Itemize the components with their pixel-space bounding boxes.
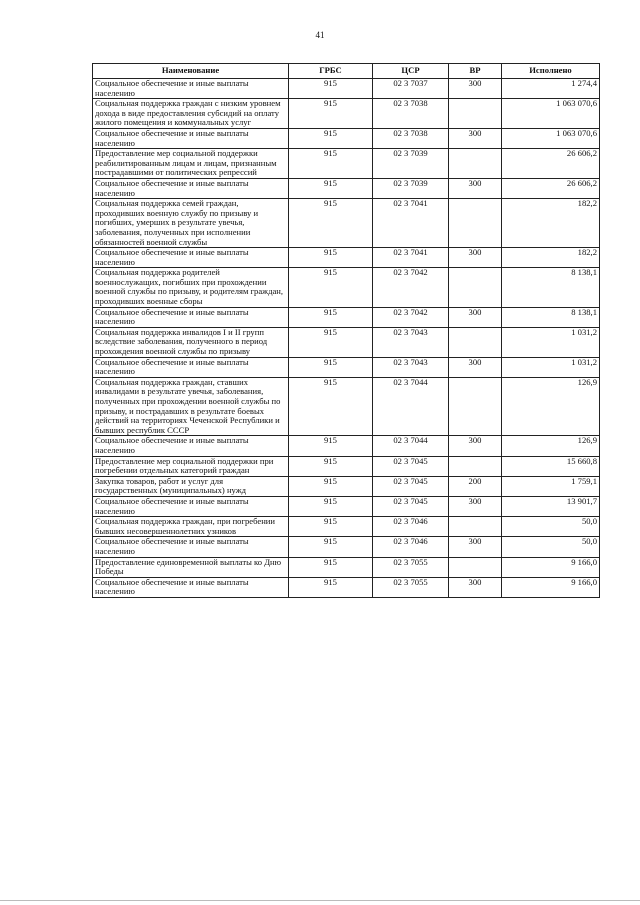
row-vr-cell: 300 <box>449 128 502 148</box>
row-executed-cell: 182,2 <box>502 199 600 248</box>
row-grbs-cell: 915 <box>289 357 373 377</box>
row-name-cell: Социальное обеспечение и иные выплаты населению <box>93 496 289 516</box>
table-row <box>93 149 600 179</box>
budget-execution-table <box>92 63 600 598</box>
row-vr-cell <box>449 557 502 577</box>
table-row <box>93 557 600 577</box>
row-executed-cell: 126,9 <box>502 377 600 436</box>
row-vr-cell: 300 <box>449 436 502 456</box>
row-name-cell: Социальное обеспечение и иные выплаты населению <box>93 357 289 377</box>
row-csr-cell: 02 3 7046 <box>373 517 449 537</box>
row-vr-cell: 300 <box>449 178 502 198</box>
row-csr-cell: 02 3 7038 <box>373 128 449 148</box>
row-grbs-cell: 915 <box>289 128 373 148</box>
table-row <box>93 327 600 357</box>
row-vr-cell <box>449 377 502 436</box>
row-name-cell: Социальная поддержка граждан с низким уровнем дохода в виде предоставления субсидий на оплату жилого помещения и коммунальных услуг <box>93 99 289 129</box>
row-grbs-cell: 915 <box>289 456 373 476</box>
row-vr-cell <box>449 99 502 129</box>
row-executed-cell: 26 606,2 <box>502 178 600 198</box>
row-name-cell: Социальное обеспечение и иные выплаты населению <box>93 537 289 557</box>
table-row <box>93 79 600 99</box>
row-executed-cell: 50,0 <box>502 517 600 537</box>
table-row <box>93 307 600 327</box>
table-row <box>93 377 600 436</box>
row-name-cell: Социальная поддержка граждан, ставших инвалидами в результате увечья, заболевания, полученных при прохождении военной службы по призыву, и пострадавших в результате боевых действий на территориях Чеченской Республики и бывших республик СССР <box>93 377 289 436</box>
row-csr-cell: 02 3 7041 <box>373 199 449 248</box>
row-grbs-cell: 915 <box>289 199 373 248</box>
table-row <box>93 357 600 377</box>
row-vr-cell <box>449 199 502 248</box>
row-csr-cell: 02 3 7046 <box>373 537 449 557</box>
table-row <box>93 517 600 537</box>
row-vr-cell: 300 <box>449 537 502 557</box>
row-grbs-cell: 915 <box>289 248 373 268</box>
row-name-cell: Социальное обеспечение и иные выплаты населению <box>93 248 289 268</box>
row-csr-cell: 02 3 7037 <box>373 79 449 99</box>
row-executed-cell: 1 063 070,6 <box>502 99 600 129</box>
table-row <box>93 496 600 516</box>
row-csr-cell: 02 3 7045 <box>373 496 449 516</box>
row-csr-cell: 02 3 7042 <box>373 268 449 307</box>
row-vr-cell: 300 <box>449 357 502 377</box>
row-executed-cell: 1 031,2 <box>502 327 600 357</box>
row-name-cell: Социальная поддержка граждан, при погребении бывших несовершеннолетних узников <box>93 517 289 537</box>
row-grbs-cell: 915 <box>289 99 373 129</box>
row-executed-cell: 1 274,4 <box>502 79 600 99</box>
row-vr-cell <box>449 268 502 307</box>
table-row <box>93 476 600 496</box>
row-vr-cell <box>449 456 502 476</box>
row-executed-cell: 1 759,1 <box>502 476 600 496</box>
row-grbs-cell: 915 <box>289 436 373 456</box>
row-executed-cell: 9 166,0 <box>502 577 600 597</box>
row-grbs-cell: 915 <box>289 476 373 496</box>
table-row <box>93 99 600 129</box>
table-row <box>93 268 600 307</box>
row-name-cell: Социальная поддержка инвалидов I и II групп вследствие заболевания, полученного в период прохождения военной службы по призыву <box>93 327 289 357</box>
row-csr-cell: 02 3 7039 <box>373 149 449 179</box>
row-executed-cell: 182,2 <box>502 248 600 268</box>
row-executed-cell: 9 166,0 <box>502 557 600 577</box>
row-grbs-cell: 915 <box>289 327 373 357</box>
row-executed-cell: 126,9 <box>502 436 600 456</box>
table-row <box>93 199 600 248</box>
row-csr-cell: 02 3 7045 <box>373 456 449 476</box>
table-row <box>93 456 600 476</box>
table-row <box>93 577 600 597</box>
row-executed-cell: 8 138,1 <box>502 268 600 307</box>
row-grbs-cell: 915 <box>289 178 373 198</box>
row-grbs-cell: 915 <box>289 307 373 327</box>
row-grbs-cell: 915 <box>289 537 373 557</box>
row-grbs-cell: 915 <box>289 517 373 537</box>
row-name-cell: Социальная поддержка семей граждан, проходивших военную службу по призыву и погибших, умерших в результате увечья, заболевания, полученных при исполнении обязанностей военной службы <box>93 199 289 248</box>
row-vr-cell: 300 <box>449 577 502 597</box>
row-executed-cell: 26 606,2 <box>502 149 600 179</box>
row-vr-cell: 300 <box>449 496 502 516</box>
row-vr-cell <box>449 517 502 537</box>
row-name-cell: Социальное обеспечение и иные выплаты населению <box>93 436 289 456</box>
row-csr-cell: 02 3 7042 <box>373 307 449 327</box>
row-grbs-cell: 915 <box>289 557 373 577</box>
row-name-cell: Предоставление мер социальной поддержки реабилитированным лицам и лицам, признанным пострадавшими от политических репрессий <box>93 149 289 179</box>
row-executed-cell: 50,0 <box>502 537 600 557</box>
row-name-cell: Социальное обеспечение и иные выплаты населению <box>93 178 289 198</box>
page-bottom-edge <box>0 900 640 901</box>
row-executed-cell: 1 031,2 <box>502 357 600 377</box>
row-name-cell: Социальная поддержка родителей военнослужащих, погибших при прохождении военной службы по призыву, и родителям граждан, проходивших военные сборы <box>93 268 289 307</box>
row-vr-cell: 300 <box>449 248 502 268</box>
row-name-cell: Предоставление мер социальной поддержки при погребении отдельных категорий граждан <box>93 456 289 476</box>
table-row <box>93 178 600 198</box>
row-grbs-cell: 915 <box>289 496 373 516</box>
row-executed-cell: 8 138,1 <box>502 307 600 327</box>
column-header-csr: ЦСР <box>373 64 449 79</box>
row-name-cell: Закупка товаров, работ и услуг для государственных (муниципальных) нужд <box>93 476 289 496</box>
table-row <box>93 128 600 148</box>
row-vr-cell: 200 <box>449 476 502 496</box>
row-executed-cell: 1 063 070,6 <box>502 128 600 148</box>
row-grbs-cell: 915 <box>289 79 373 99</box>
row-csr-cell: 02 3 7038 <box>373 99 449 129</box>
row-name-cell: Социальное обеспечение и иные выплаты населению <box>93 128 289 148</box>
row-csr-cell: 02 3 7055 <box>373 577 449 597</box>
row-csr-cell: 02 3 7041 <box>373 248 449 268</box>
column-header-executed: Исполнено <box>502 64 600 79</box>
row-csr-cell: 02 3 7043 <box>373 327 449 357</box>
column-header-grbs: ГРБС <box>289 64 373 79</box>
row-name-cell: Социальное обеспечение и иные выплаты населению <box>93 79 289 99</box>
row-executed-cell: 13 901,7 <box>502 496 600 516</box>
row-csr-cell: 02 3 7044 <box>373 436 449 456</box>
row-executed-cell: 15 660,8 <box>502 456 600 476</box>
row-name-cell: Предоставление единовременной выплаты ко Дню Победы <box>93 557 289 577</box>
row-grbs-cell: 915 <box>289 268 373 307</box>
table-header-row <box>93 64 600 79</box>
row-csr-cell: 02 3 7039 <box>373 178 449 198</box>
row-csr-cell: 02 3 7055 <box>373 557 449 577</box>
page-number: 41 <box>315 30 325 40</box>
column-header-name: Наименование <box>93 64 289 79</box>
row-vr-cell: 300 <box>449 79 502 99</box>
row-csr-cell: 02 3 7045 <box>373 476 449 496</box>
row-name-cell: Социальное обеспечение и иные выплаты населению <box>93 307 289 327</box>
table-row <box>93 537 600 557</box>
row-csr-cell: 02 3 7044 <box>373 377 449 436</box>
row-grbs-cell: 915 <box>289 577 373 597</box>
row-csr-cell: 02 3 7043 <box>373 357 449 377</box>
row-vr-cell: 300 <box>449 307 502 327</box>
row-vr-cell <box>449 327 502 357</box>
row-grbs-cell: 915 <box>289 377 373 436</box>
column-header-vr: ВР <box>449 64 502 79</box>
row-grbs-cell: 915 <box>289 149 373 179</box>
row-vr-cell <box>449 149 502 179</box>
table-row <box>93 248 600 268</box>
table-row <box>93 436 600 456</box>
table-body <box>93 79 600 598</box>
row-name-cell: Социальное обеспечение и иные выплаты населению <box>93 577 289 597</box>
